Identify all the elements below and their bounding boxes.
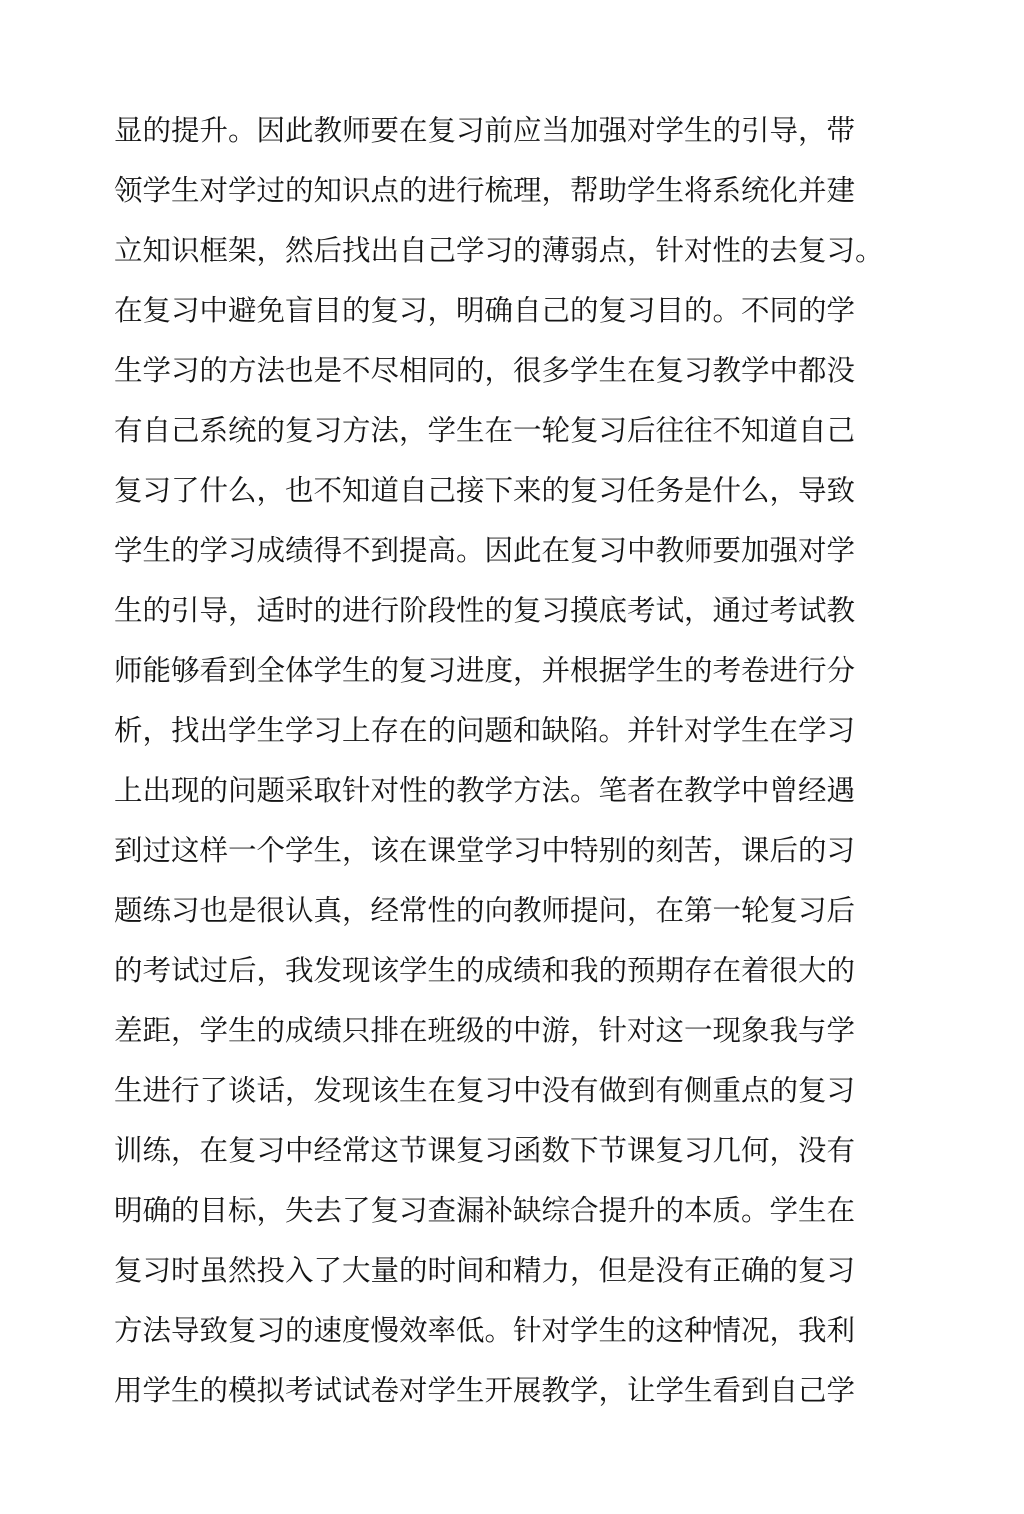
text-line: 学生的学习成绩得不到提高。因此在复习中教师要加强对学	[114, 534, 856, 567]
text-line: 有自己系统的复习方法，学生在一轮复习后往往不知道自己	[114, 414, 856, 447]
text-line: 训练，在复习中经常这节课复习函数下节课复习几何，没有	[114, 1134, 856, 1167]
text-line: 立知识框架，然后找出自己学习的薄弱点，针对性的去复习。	[114, 234, 884, 267]
text-line: 析，找出学生学习上存在的问题和缺陷。并针对学生在学习	[114, 714, 856, 747]
text-line: 题练习也是很认真，经常性的向教师提问，在第一轮复习后	[114, 894, 856, 927]
text-line: 复习了什么，也不知道自己接下来的复习任务是什么，导致	[114, 474, 856, 507]
text-line: 用学生的模拟考试试卷对学生开展教学，让学生看到自己学	[114, 1374, 856, 1407]
text-line: 师能够看到全体学生的复习进度，并根据学生的考卷进行分	[114, 654, 856, 687]
text-line: 生学习的方法也是不尽相同的，很多学生在复习教学中都没	[114, 354, 856, 387]
text-line: 复习时虽然投入了大量的时间和精力，但是没有正确的复习	[114, 1254, 856, 1287]
text-line: 生进行了谈话，发现该生在复习中没有做到有侧重点的复习	[114, 1074, 856, 1107]
text-line: 显的提升。因此教师要在复习前应当加强对学生的引导，带	[114, 114, 856, 147]
text-line: 差距，学生的成绩只排在班级的中游，针对这一现象我与学	[114, 1014, 856, 1047]
text-line: 领学生对学过的知识点的进行梳理，帮助学生将系统化并建	[114, 174, 856, 207]
body-text	[114, 101, 894, 1421]
text-line: 生的引导，适时的进行阶段性的复习摸底考试，通过考试教	[114, 594, 856, 627]
text-line: 明确的目标，失去了复习查漏补缺综合提升的本质。学生在	[114, 1194, 856, 1227]
text-line: 在复习中避免盲目的复习，明确自己的复习目的。不同的学	[114, 294, 856, 327]
text-line: 上出现的问题采取针对性的教学方法。笔者在教学中曾经遇	[114, 774, 856, 807]
text-line: 到过这样一个学生，该在课堂学习中特别的刻苦，课后的习	[114, 834, 856, 867]
text-line: 方法导致复习的速度慢效率低。针对学生的这种情况，我利	[114, 1314, 856, 1347]
text-line: 的考试过后，我发现该学生的成绩和我的预期存在着很大的	[114, 954, 856, 987]
